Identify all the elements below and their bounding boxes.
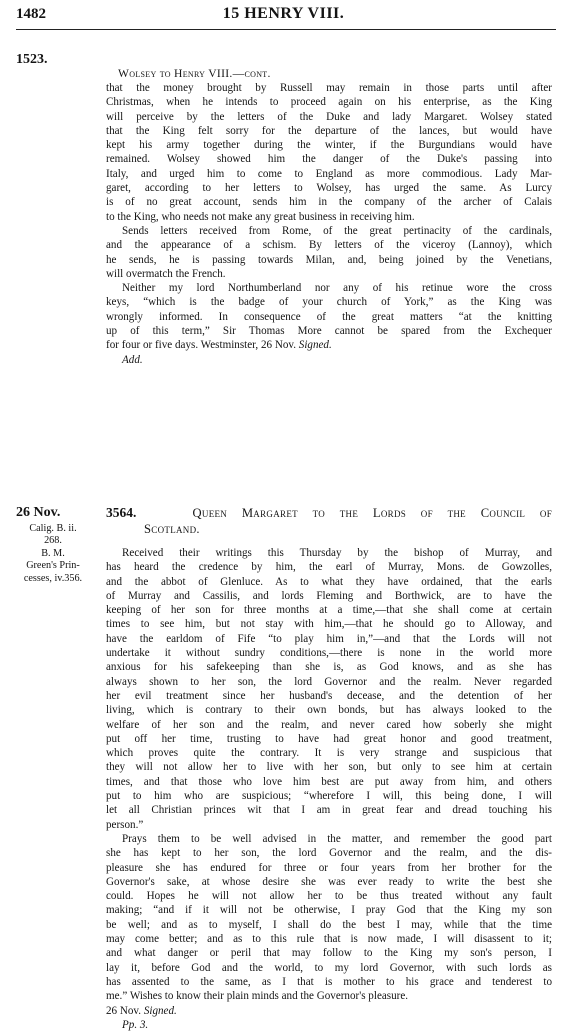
text-line-content: of Murray and Cassilis, and lords Fleming and Borthwick, are to have the (106, 589, 552, 602)
text-line (106, 832, 552, 846)
text-line (106, 660, 552, 674)
text-line (106, 875, 552, 889)
text-line-content: up of this term,” Sir Thomas More cannot be spared from the Exchequer (106, 325, 552, 338)
signed-note: Signed. (298, 339, 332, 352)
page-number: 1482 (16, 6, 46, 22)
text-line-content: Christmas, when he intends to proceed again on his enterprise, as the King (106, 96, 552, 109)
text-line-content: he sends, he is passing towards Milan, and, being joined by the Venetians, (106, 253, 552, 266)
text-line (106, 589, 552, 603)
text-line (106, 167, 552, 181)
text-line-content: garet, according to her letters to Wolsey, has urged the same. As Lurcy (106, 182, 552, 195)
text-line (106, 932, 552, 946)
text-line (106, 124, 552, 138)
page-count-note: Pp. 3. (122, 1018, 149, 1031)
text-line (106, 81, 552, 95)
text-line-content: wrongly informed. In consequence of the great matters “at the knitting (106, 310, 552, 323)
section1-heading (118, 67, 564, 81)
text-line-content: 26 Nov. (106, 1004, 144, 1017)
margin-reference: Calig. B. ii. (29, 523, 77, 534)
text-line (106, 961, 552, 975)
text-line (106, 903, 552, 917)
text-line (106, 617, 552, 631)
year-label: 1523. (16, 52, 48, 67)
text-line (106, 152, 552, 166)
text-line-content: times, and that those who love him best are put away from him, and others (106, 775, 552, 788)
margin-reference: cesses, iv.356. (23, 572, 83, 584)
text-line-content: she has kept to her son, the lord Governor and the realm, and the dis- (106, 847, 552, 860)
text-line (106, 846, 552, 860)
margin-references (8, 523, 98, 585)
section2-body (106, 546, 552, 1032)
text-line-content: me.” Wishes to know their plain minds and the Governor's pleasure. (106, 990, 409, 1003)
text-line-content: may come better; and as to this rule that is now made, I will disassent to it; (106, 933, 552, 946)
text-line (106, 324, 552, 338)
text-line-content: to the King, who needs not make any great business in receiving him. (106, 210, 415, 223)
text-line (106, 818, 552, 832)
text-line (106, 675, 552, 689)
text-line (106, 703, 552, 717)
section1-body (106, 81, 552, 367)
text-line (106, 689, 552, 703)
text-line-content: pleasure she has endured for three or four years from her brother for the (106, 861, 552, 874)
text-line (106, 1004, 552, 1018)
text-line-content: anxious for his safekeeping than she is, as God knows, and as she has (106, 661, 552, 674)
text-line (106, 632, 552, 646)
text-line-content: be well; and as to myself, I shall do the best I may, while that the time (106, 918, 552, 931)
text-line-content: has assented to the same, as I that is mother to his grace and tenderest to (106, 975, 552, 988)
text-line-content: keys, “which is the badge of your church of York,” as the King was (106, 296, 552, 309)
addressed-note: Add. (122, 353, 143, 366)
text-line-content: they will not allow her to live with her son, but only to see him at certain (106, 761, 552, 774)
text-line-content: making; “and if it will not be otherwise, I pray God that the King my son (106, 904, 552, 917)
text-line-content: her evil treatment since her husband's decease, and the detention of her (106, 689, 552, 702)
text-line-content: could. Hopes he will not allow her to be thus treated without any fault (106, 890, 552, 903)
text-line-content: Prays them to be well advised in the matter, and remember the good part (122, 832, 552, 845)
text-line-content: Neither my lord Northumberland nor any of his retinue wore the cross (122, 282, 552, 295)
text-line-content: kept his army together during the winter, if the Burgundians would have (106, 139, 552, 152)
text-line (106, 95, 552, 109)
text-line (106, 603, 552, 617)
text-line (106, 253, 552, 267)
text-line (106, 546, 552, 560)
text-line-content: that the King felt sorry for the departure of the lances, but would have (106, 124, 552, 137)
signed-note: Signed. (143, 1004, 177, 1017)
doc-number: 3564. (106, 505, 137, 520)
text-line (106, 181, 552, 195)
text-line-content: lay it, before God and the world, to my lord Governor, with such lords as (106, 961, 552, 974)
running-title: 15 HENRY VIII. (222, 5, 345, 22)
text-line (106, 889, 552, 903)
text-line (106, 138, 552, 152)
text-line-content: living, which is contrary to their own bonds, but has always looked to the (106, 704, 552, 717)
margin-reference: 268. (44, 535, 62, 547)
text-line-content: person.” (106, 818, 144, 831)
text-line (106, 861, 552, 875)
text-line (106, 575, 552, 589)
text-line (106, 267, 552, 281)
text-line (106, 646, 552, 660)
text-line-content: and the appearance of a schism. By letters of the viceroy (Lannoy), which (106, 239, 552, 252)
text-line (106, 760, 552, 774)
text-line-content: and what danger or peril that may follow to the King my son's person, I (106, 947, 552, 960)
header-rule (16, 29, 556, 30)
text-line-content: have the earldom of Fife “to play him in,”—and that the Lords will not (106, 632, 552, 645)
doc-title-line2: Scotland. (144, 522, 200, 537)
text-line-content: welfare of her son and the realm, and never cared how soberly she might (106, 718, 552, 731)
text-line-content: will perceive by the letters of the Duke and lady Margaret. Wolsey stated (106, 110, 552, 123)
text-line-content: that the money brought by Russell may remain in those parts until after (106, 82, 552, 94)
margin-reference: Green's Prin- (26, 560, 80, 572)
text-line-content: Italy, and urged him to come to England as more commodious. Lady Mar- (106, 167, 552, 180)
text-line (106, 975, 552, 989)
text-line-content: and the abbot of Glenluce. As to what they have ordained, that the earls (106, 575, 552, 588)
text-line-content: put to him who are suspicious; “wherefore I will, this being done, I will (106, 790, 552, 803)
text-line (106, 803, 552, 817)
text-line-content: keeping of her son for three months at a time,—that she shall come at certain (106, 604, 552, 617)
text-line (106, 295, 552, 309)
text-line (106, 718, 552, 732)
text-line (106, 918, 552, 932)
text-line-content: Received their writings this Thursday by the bishop of Murray, and (122, 547, 552, 559)
text-line-content: Governor's sake, at whose desire she was ever ready to write the best she (106, 875, 552, 888)
text-line-content: Sends letters received from Rome, of the great pertinacity of the cardinals, (122, 224, 552, 237)
text-line (106, 310, 552, 324)
text-line-content: undertake it without sundry conditions,—there is none in the world more (106, 647, 552, 660)
text-line (106, 238, 552, 252)
text-line (106, 732, 552, 746)
text-line (106, 775, 552, 789)
text-line-content: will overmatch the French. (106, 267, 226, 280)
text-line (106, 210, 552, 224)
date-label: 26 Nov. (16, 505, 61, 520)
margin-reference: B. M. (41, 547, 65, 559)
text-line (106, 746, 552, 760)
text-line-content: always shown to her son, the lord Governor and the realm. Never regarded (106, 675, 552, 688)
text-line (106, 281, 552, 295)
text-line (106, 338, 552, 352)
text-line (106, 195, 552, 209)
text-line-content: is of no great account, sends him in the company of the archer of Calais (106, 196, 552, 209)
text-line (106, 989, 552, 1003)
text-line-content: has heard the credence by him, the earl of Murray, Mons. de Gowzolles, (106, 561, 552, 574)
text-line-content: times to see him, but not stay with him,—that he should go to Alloway, and (106, 618, 552, 631)
text-line (106, 224, 552, 238)
text-line-content: for four or five days. Westminster, 26 Nov. (106, 339, 299, 352)
text-line (106, 789, 552, 803)
text-line-content: remained. Wolsey showed him the danger of the Duke's passing into (106, 153, 552, 166)
text-line (106, 560, 552, 574)
text-line-content: put off her time, trusting to have had great honor and good treatment, (106, 732, 552, 745)
text-line-content: which proves quite the contrary. It is very strange and suspicious that (106, 747, 552, 760)
doc-title-block (106, 506, 552, 537)
text-line-content: let all Christian princes wit that I am in great fear and dread touching his (106, 804, 552, 817)
section1-heading-text: Wolsey to Henry VIII.—cont. (118, 67, 271, 80)
text-line (106, 946, 552, 960)
text-line (106, 110, 552, 124)
doc-title-line1: Queen Margaret to the Lords of the Council of (192, 506, 553, 520)
